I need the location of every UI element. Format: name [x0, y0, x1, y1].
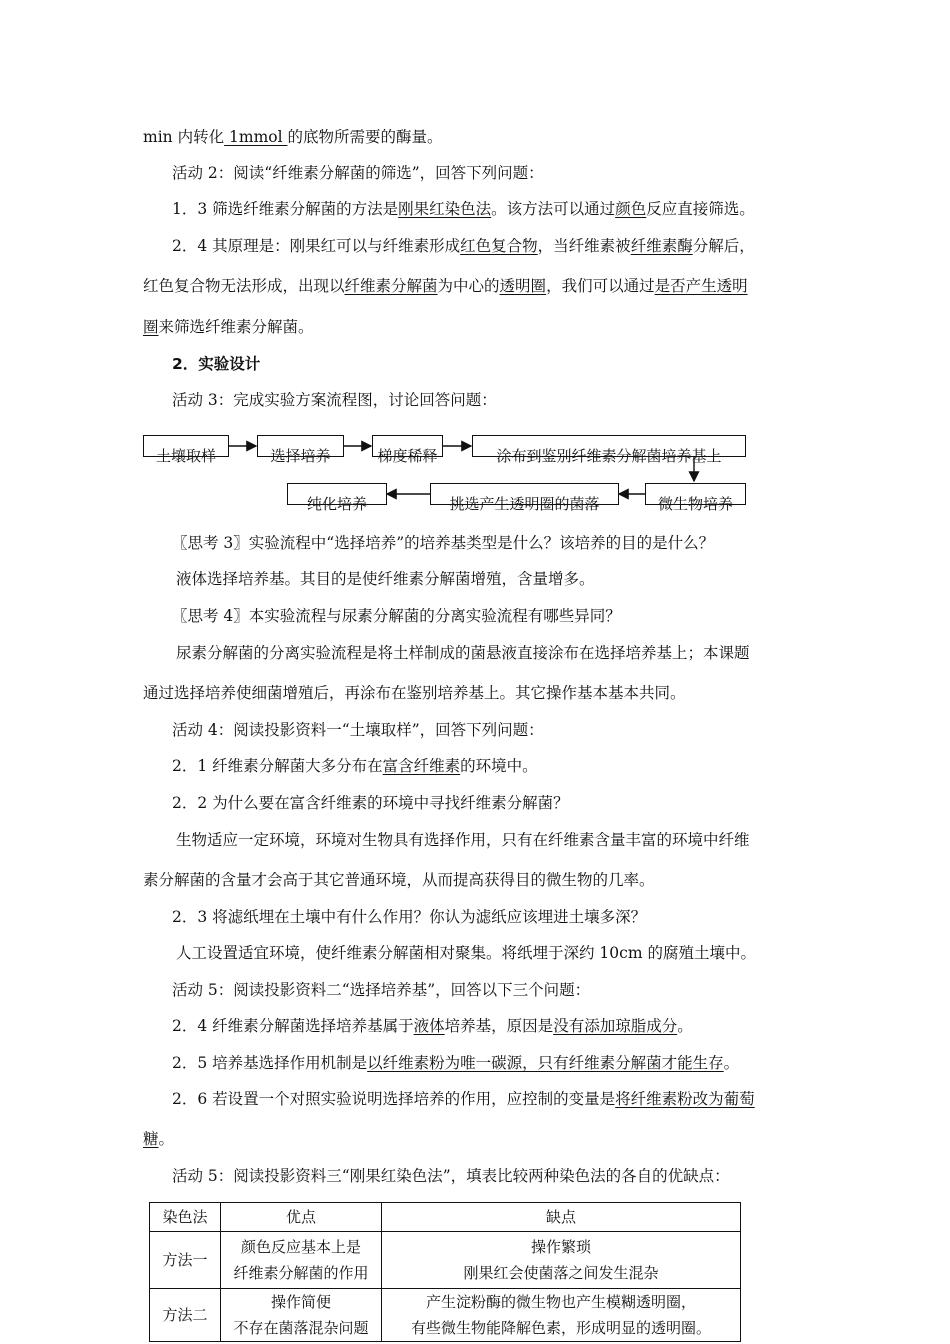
table-header: 缺点: [382, 1203, 741, 1232]
text-segment: 活动 2：阅读“纤维素分解菌的筛选”，回答下列问题：: [172, 164, 544, 182]
text-segment: 。该方法可以通过: [491, 200, 616, 218]
underlined-answer: 颜色: [615, 200, 647, 218]
underlined-answer: 纤维素酶: [630, 237, 693, 255]
underlined-answer: 富含纤维素: [382, 757, 461, 775]
flow-step-soil-sampling: 土壤取样: [143, 435, 229, 457]
text-segment: 尿素分解菌的分离实验流程是将土样制成的菌悬液直接涂布在选择培养基上；本课题: [176, 644, 750, 662]
text-segment: 培养基，原因是: [444, 1017, 554, 1035]
table-cell-method: 方法一: [150, 1232, 221, 1289]
table-row: [150, 1232, 741, 1289]
text-segment: 。: [158, 1130, 175, 1148]
text-segment: 分解后，: [692, 237, 755, 255]
text-segment: 来筛选纤维素分解菌。: [158, 318, 314, 336]
underlined-answer: 圈: [143, 318, 159, 336]
table-header-row: [150, 1203, 741, 1232]
text-segment: 反应直接筛选。: [646, 200, 755, 218]
table-cell-method: 方法二: [150, 1289, 221, 1342]
underlined-answer: 没有添加琼脂成分: [553, 1017, 678, 1035]
underlined-answer: 以纤维素粉为唯一碳源，只有纤维素分解菌才能生存: [367, 1054, 724, 1072]
text-segment: 活动 5：阅读投影资料三“刚果红染色法”，填表比较两种染色法的各自的优缺点：: [172, 1167, 730, 1185]
text-segment: 活动 4：阅读投影资料一“土壤取样”，回答下列问题：: [172, 721, 544, 739]
flow-step-microbe-culture: 微生物培养: [645, 483, 746, 505]
text-segment: 1．3 筛选纤维素分解菌的方法是: [172, 200, 399, 218]
underlined-answer: 糖: [143, 1130, 159, 1148]
text-segment: 2．6 若设置一个对照实验说明选择培养的作用，应控制的变量是: [172, 1090, 616, 1108]
flow-step-spread-plate: 涂布到鉴别纤维素分解菌培养基上: [472, 435, 746, 457]
text-segment: 。: [677, 1017, 693, 1035]
table-cell-con: 操作繁琐 刚果红会使菌落之间发生混杂: [382, 1232, 741, 1289]
table-cell-pro: 操作简便 不存在菌落混杂问题: [221, 1289, 382, 1342]
text-segment: 的环境中。: [460, 757, 538, 775]
text-segment: 红色复合物无法形成，出现以: [143, 277, 345, 295]
staining-comparison-table: [149, 1202, 741, 1342]
underlined-answer: 纤维素分解菌: [344, 277, 438, 295]
text-segment: 活动 3：完成实验方案流程图，讨论回答问题：: [172, 391, 497, 409]
table-cell-con: 产生淀粉酶的微生物也产生模糊透明圈， 有些微生物能降解色素，形成明显的透明圈。: [382, 1289, 741, 1342]
text-segment: 通过选择培养使细菌增殖后，再涂布在鉴别培养基上。其它操作基本基本共同。: [143, 684, 686, 702]
table-header: 优点: [221, 1203, 382, 1232]
text-segment: 。: [723, 1054, 740, 1072]
text-segment: 的底物所需要的酶量。: [287, 128, 443, 146]
underlined-answer: 1mmol: [224, 128, 288, 146]
flow-step-pick-colonies: 挑选产生透明圈的菌落: [430, 483, 619, 505]
underlined-answer: 将纤维素粉改为葡萄: [615, 1090, 755, 1108]
table-header: 染色法: [150, 1203, 221, 1232]
underlined-answer: 刚果红染色法: [398, 200, 492, 218]
underlined-answer: 液体: [413, 1017, 445, 1035]
table-cell-pro: 颜色反应基本上是 纤维素分解菌的作用: [221, 1232, 382, 1289]
text-segment: 2．5 培养基选择作用机制是: [172, 1054, 368, 1072]
flow-step-selective-culture: 选择培养: [257, 435, 344, 457]
flow-step-gradient-dilution: 梯度稀释: [372, 435, 443, 457]
underlined-answer: 红色复合物: [460, 237, 538, 255]
text-segment: 〖思考 3〗实验流程中“选择培养”的培养基类型是什么？该培养的目的是什么？: [172, 534, 715, 552]
text-segment: 活动 5：阅读投影资料二“选择培养基”，回答以下三个问题：: [172, 981, 591, 999]
underlined-answer: 是否产生透明: [654, 277, 748, 295]
text-segment: ，我们可以通过: [546, 277, 655, 295]
text-segment: 为中心的: [437, 277, 500, 295]
text-segment: 2．3 将滤纸埋在土壤中有什么作用？你认为滤纸应该埋进土壤多深？: [172, 908, 647, 926]
text-segment: min 内转化: [143, 128, 225, 146]
flow-step-purify-culture: 纯化培养: [287, 483, 387, 505]
text-segment: 素分解菌的含量才会高于其它普通环境，从而提高获得目的微生物的几率。: [143, 871, 655, 889]
text-segment: 人工设置适宜环境，使纤维素分解菌相对聚集。将纸埋于深约 10cm 的腐殖土壤中。: [176, 944, 756, 962]
text-segment: ，当纤维素被: [537, 237, 631, 255]
text-segment: 液体选择培养基。其目的是使纤维素分解菌增殖，含量增多。: [176, 570, 595, 588]
table-row: [150, 1289, 741, 1342]
text-segment: 2．2 为什么要在富含纤维素的环境中寻找纤维素分解菌？: [172, 794, 569, 812]
text-segment: 2．4 其原理是：刚果红可以与纤维素形成: [172, 237, 461, 255]
text-segment: 生物适应一定环境，环境对生物具有选择作用，只有在纤维素含量丰富的环境中纤维: [176, 831, 750, 849]
text-segment: 2．4 纤维素分解菌选择培养基属于: [172, 1017, 414, 1035]
text-segment: 2．1 纤维素分解菌大多分布在: [172, 757, 383, 775]
underlined-answer: 透明圈: [499, 277, 547, 295]
section-heading: 2．实验设计: [172, 355, 261, 373]
text-segment: 〖思考 4〗本实验流程与尿素分解菌的分离实验流程有哪些异同？: [172, 607, 621, 625]
